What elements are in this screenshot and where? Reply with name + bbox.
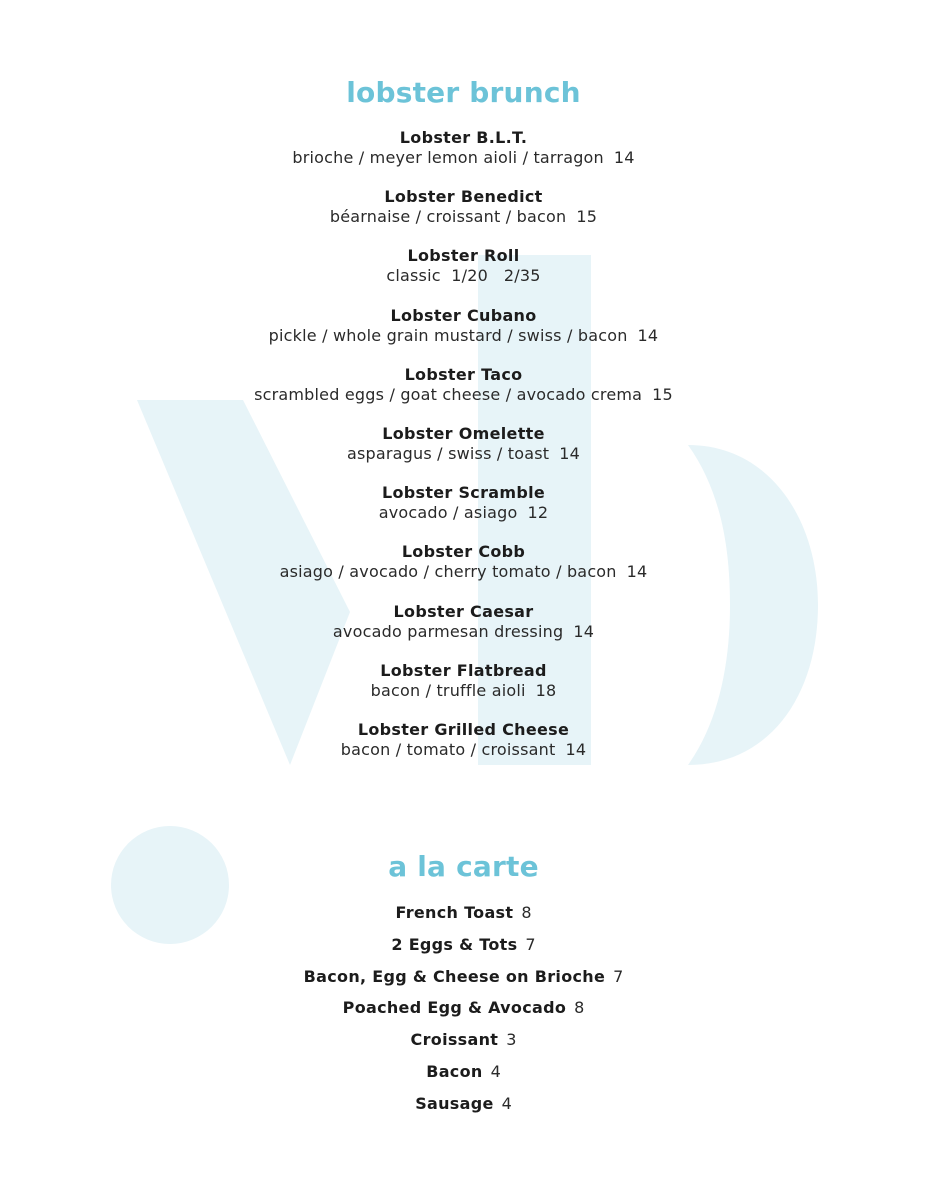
carte-item [0, 994, 927, 1026]
menu-item-price: 15 [576, 207, 598, 227]
carte-item-price: 8 [574, 998, 585, 1018]
menu-item-desc-text: asiago / avocado / cherry tomato / bacon [279, 562, 617, 582]
menu-item-desc-text: avocado parmesan dressing [332, 621, 564, 641]
carte-item [0, 963, 927, 995]
menu-item-desc-text: brioche / meyer lemon aioli / tarragon [292, 148, 604, 167]
carte-item-name: Croissant [410, 1030, 499, 1050]
menu-item-price: 15 [652, 384, 673, 404]
brunch-section-title [0, 76, 927, 109]
carte-item [0, 1058, 927, 1090]
menu-item [0, 602, 927, 661]
menu-item-desc-text: avocado / asiago [378, 503, 518, 523]
menu-item-name: Lobster Cobb [401, 542, 526, 562]
carte-item-price: 3 [506, 1030, 517, 1050]
carte-item-price: 7 [525, 934, 536, 954]
menu-item-desc-text: scrambled eggs / goat cheese / avocado crema [254, 384, 643, 404]
menu-item-description [0, 326, 927, 346]
brunch-title-text: lobster brunch [346, 76, 581, 109]
menu-item [0, 306, 927, 365]
carte-item-name: French Toast [395, 903, 514, 922]
carte-item-price: 8 [521, 903, 532, 922]
menu-item-description [0, 562, 927, 582]
menu-item-name: Lobster Omelette [382, 423, 545, 443]
brunch-menu-list [0, 128, 927, 779]
carte-item-price: 4 [490, 1061, 501, 1081]
carte-item-name: Poached Egg & Avocado [342, 998, 567, 1018]
carte-section-title [0, 850, 927, 883]
menu-item-desc-text: béarnaise / croissant / bacon [329, 207, 567, 227]
carte-item-name: Bacon, Egg & Cheese on Brioche [303, 966, 606, 986]
carte-item-price: 4 [501, 1093, 512, 1113]
menu-item-desc-text: asparagus / swiss / toast [346, 443, 550, 463]
menu-item-name: Lobster Roll [407, 246, 520, 266]
menu-item-price: 12 [527, 503, 549, 523]
menu-item-desc-text: classic 1/20 2/35 [386, 266, 541, 286]
carte-title-text: a la carte [388, 850, 539, 883]
carte-menu-list [0, 899, 927, 1122]
carte-item [0, 1090, 927, 1122]
menu-item-name: Lobster B.L.T. [399, 128, 528, 147]
menu-item-name: Lobster Benedict [384, 187, 543, 207]
menu-item-description [0, 503, 927, 523]
menu-item-description [0, 266, 927, 286]
menu-item [0, 424, 927, 483]
menu-item-name: Lobster Caesar [393, 601, 534, 621]
menu-item [0, 246, 927, 305]
menu-item-desc-text: bacon / tomato / croissant [340, 739, 556, 759]
menu-item [0, 720, 927, 779]
menu-item-price: 14 [637, 325, 659, 345]
menu-item-description [0, 444, 927, 464]
menu-item-name: Lobster Flatbread [380, 660, 547, 680]
menu-item [0, 542, 927, 601]
menu-item-description [0, 740, 927, 760]
menu-item-name: Lobster Taco [404, 364, 523, 384]
menu-item-price: 14 [613, 148, 635, 167]
menu-item [0, 128, 927, 187]
menu-item-price: 14 [565, 739, 587, 759]
menu-item-price: 18 [535, 680, 557, 700]
menu-item-description [0, 207, 927, 227]
menu-item [0, 187, 927, 246]
menu-item-name: Lobster Grilled Cheese [357, 719, 570, 739]
carte-item-name: Sausage [415, 1093, 494, 1113]
menu-item [0, 661, 927, 720]
menu-item-description [0, 622, 927, 642]
carte-item [0, 899, 927, 931]
menu-item-name: Lobster Cubano [390, 305, 537, 325]
menu-item-desc-text: bacon / truffle aioli [370, 680, 526, 700]
menu-item-description [0, 385, 927, 405]
carte-item-name: Bacon [426, 1061, 483, 1081]
menu-item-name: Lobster Scramble [381, 483, 546, 503]
menu-item-desc-text: pickle / whole grain mustard / swiss / bacon [268, 325, 628, 345]
carte-item [0, 931, 927, 963]
menu-item-description [0, 681, 927, 701]
menu-item-price: 14 [559, 443, 581, 463]
carte-item [0, 1026, 927, 1058]
menu-item [0, 483, 927, 542]
carte-item-name: 2 Eggs & Tots [391, 934, 518, 954]
carte-item-price: 7 [613, 966, 624, 986]
menu-item [0, 365, 927, 424]
menu-item-price: 14 [573, 621, 595, 641]
menu-item-description [0, 148, 927, 168]
menu-item-price: 14 [626, 562, 648, 582]
